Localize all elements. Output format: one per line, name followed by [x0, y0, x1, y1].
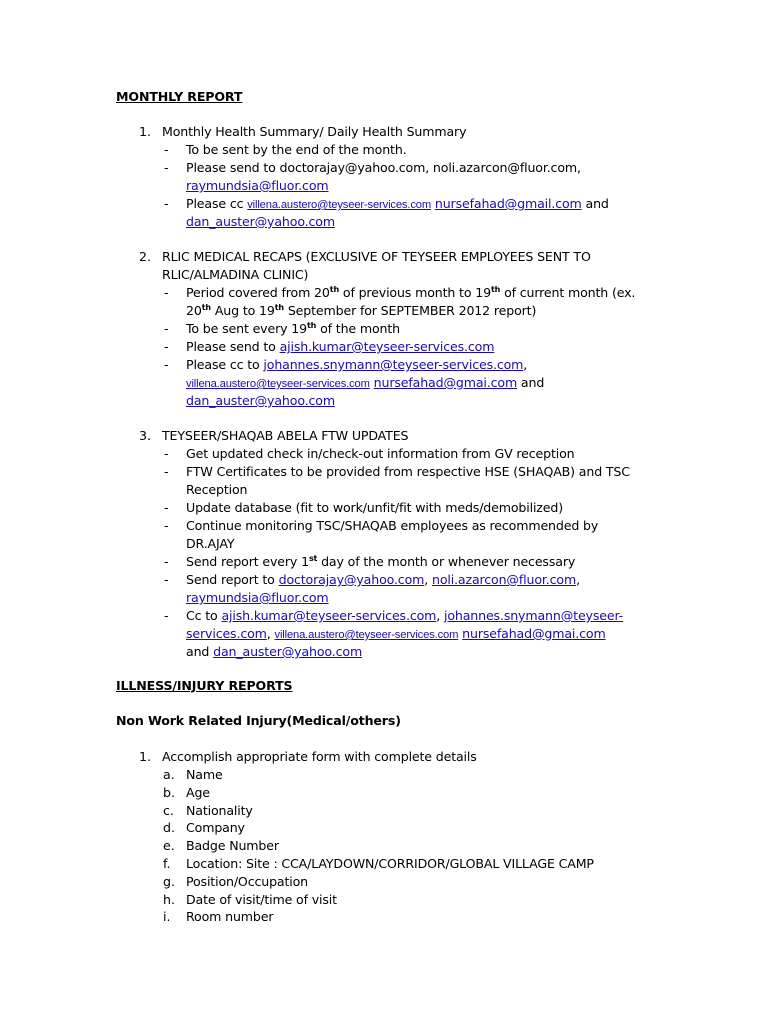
email-link[interactable]: doctorajay@yahoo.com: [278, 572, 425, 587]
bullet-text-part: Aug to 19: [210, 303, 275, 318]
list-number: 3.: [139, 428, 152, 443]
superscript: th: [274, 303, 284, 312]
bullet-text-part: of current month (ex.: [500, 285, 636, 300]
bullet-text-part: ,: [523, 357, 528, 372]
list-letter: a.: [163, 767, 175, 782]
bullet-text: [186, 356, 527, 374]
list-item: Nationality: [186, 803, 253, 818]
list-item: Name: [186, 767, 223, 782]
list-number: 1.: [139, 749, 152, 764]
bullet-dash: -: [164, 446, 169, 461]
list-letter: e.: [163, 838, 175, 853]
bullet-text: [186, 643, 362, 661]
bullet-dash: -: [164, 339, 169, 354]
bullet-dash: -: [164, 518, 169, 533]
email-link[interactable]: ajish.kumar@teyseer-services.com: [221, 608, 437, 623]
bullet-text-part: Please send to: [186, 339, 280, 354]
heading-monthly-report: MONTHLY REPORT: [116, 89, 243, 104]
list-number: 1.: [139, 124, 152, 139]
list-letter: f.: [163, 856, 171, 871]
bullet-text-part: ,: [576, 572, 580, 587]
email-link[interactable]: johannes.snymann@teyseer-services.com: [263, 357, 524, 372]
bullet-dash: -: [164, 608, 169, 623]
superscript: th: [201, 303, 211, 312]
section-title: RLIC MEDICAL RECAPS (EXCLUSIVE OF TEYSEER EMPLOYEES SENT TO: [162, 249, 591, 264]
bullet-dash: -: [164, 464, 169, 479]
bullet-text: FTW Certificates to be provided from respective HSE (SHAQAB) and TSC: [186, 464, 630, 479]
bullet-text-part: Please cc to: [186, 357, 264, 372]
list-number: 2.: [139, 249, 152, 264]
bullet-text-part: of previous month to 19: [339, 285, 491, 300]
email-link[interactable]: dan_auster@yahoo.com: [186, 393, 335, 408]
bullet-dash: -: [164, 196, 169, 211]
list-item: Date of visit/time of visit: [186, 892, 337, 907]
list-letter: h.: [163, 892, 175, 907]
bullet-text-part: ,: [424, 572, 432, 587]
email-link[interactable]: nursefahad@gmai.com: [373, 375, 518, 390]
section-title: RLIC/ALMADINA CLINIC): [162, 267, 309, 282]
superscript: th: [490, 285, 501, 294]
bullet-text-part: ,: [436, 608, 444, 623]
bullet-text: [186, 553, 575, 571]
section-title: Accomplish appropriate form with complete details: [162, 749, 477, 764]
bullet-text: [186, 320, 400, 338]
superscript: th: [307, 321, 317, 330]
list-letter: b.: [163, 785, 175, 800]
bullet-text-part: Cc to: [186, 608, 222, 623]
email-link[interactable]: nursefahad@gmail.com: [434, 196, 582, 211]
email-link[interactable]: villena.austero@teyseer-services.com: [186, 378, 370, 390]
bullet-dash: -: [164, 500, 169, 515]
bullet-dash: -: [164, 321, 169, 336]
email-link[interactable]: villena.austero@teyseer-services.com: [274, 629, 459, 641]
email-link[interactable]: nursefahad@gmai.com: [462, 626, 606, 641]
bullet-dash: -: [164, 357, 169, 372]
bullet-text: Get updated check in/check-out information from GV reception: [186, 446, 575, 461]
bullet-text-part: Period covered from 20: [186, 285, 330, 300]
list-letter: i.: [163, 909, 171, 924]
list-item: Location: Site : CCA/LAYDOWN/CORRIDOR/GLOBAL VILLAGE CAMP: [186, 856, 594, 871]
email-link[interactable]: ajish.kumar@teyseer-services.com: [279, 339, 495, 354]
bullet-text: [186, 284, 635, 302]
list-letter: d.: [163, 820, 175, 835]
bullet-dash: -: [164, 160, 169, 175]
email-link[interactable]: raymundsia@fluor.com: [186, 178, 329, 193]
bullet-text-part: and: [186, 644, 214, 659]
bullet-text-part: and: [517, 375, 545, 390]
bullet-text-part: of the month: [316, 321, 400, 336]
list-item: Age: [186, 785, 210, 800]
section-title: Monthly Health Summary/ Daily Health Summary: [162, 124, 467, 139]
subheading-non-work-injury: Non Work Related Injury(Medical/others): [116, 713, 401, 728]
bullet-dash: -: [164, 142, 169, 157]
email-link[interactable]: dan_auster@yahoo.com: [213, 644, 363, 659]
bullet-text: Reception: [186, 482, 248, 497]
bullet-text-part: 20: [186, 303, 202, 318]
bullet-text: Continue monitoring TSC/SHAQAB employees as recommended by: [186, 518, 599, 533]
bullet-text: [186, 195, 609, 214]
bullet-dash: -: [164, 554, 169, 569]
email-link[interactable]: johannes.snymann@teyseer-: [443, 608, 624, 623]
email-link[interactable]: villena.austero@teyseer-services.com: [247, 199, 432, 211]
bullet-dash: -: [164, 572, 169, 587]
bullet-text-part: ,: [266, 626, 275, 641]
bullet-text: DR.AJAY: [186, 536, 235, 551]
email-link[interactable]: dan_auster@yahoo.com: [186, 214, 335, 229]
bullet-text-part: Send report to: [186, 572, 279, 587]
bullet-text-part: September for SEPTEMBER 2012 report): [283, 303, 537, 318]
bullet-text-part: and: [581, 196, 609, 211]
bullet-text: [186, 625, 606, 644]
bullet-text: [186, 338, 494, 356]
bullet-text-part: day of the month or whenever necessary: [317, 554, 576, 569]
bullet-text: [186, 302, 536, 320]
list-item: Company: [186, 820, 245, 835]
list-item: Position/Occupation: [186, 874, 309, 889]
bullet-text: Please send to doctorajay@yahoo.com, noli.azarcon@fluor.com,: [186, 160, 581, 175]
superscript: st: [308, 554, 318, 563]
bullet-text: Update database (fit to work/unfit/fit with meds/demobilized): [186, 500, 563, 515]
bullet-text: [186, 571, 580, 589]
email-link[interactable]: services.com: [186, 626, 267, 641]
list-letter: c.: [163, 803, 174, 818]
email-link[interactable]: raymundsia@fluor.com: [186, 590, 329, 605]
list-item: Badge Number: [186, 838, 279, 853]
bullet-dash: -: [164, 285, 169, 300]
bullet-text: To be sent by the end of the month.: [186, 142, 407, 157]
bullet-text: [186, 607, 623, 625]
section-title: TEYSEER/SHAQAB ABELA FTW UPDATES: [162, 428, 409, 443]
email-link[interactable]: noli.azarcon@fluor.com: [431, 572, 577, 587]
superscript: th: [329, 285, 340, 294]
bullet-text: [186, 374, 544, 393]
bullet-text-part: Send report every 1: [186, 554, 309, 569]
bullet-text-part: To be sent every 19: [186, 321, 307, 336]
list-letter: g.: [163, 874, 175, 889]
bullet-text-part: Please cc: [186, 196, 248, 211]
heading-illness-injury: ILLNESS/INJURY REPORTS: [116, 678, 293, 693]
list-item: Room number: [186, 909, 274, 924]
